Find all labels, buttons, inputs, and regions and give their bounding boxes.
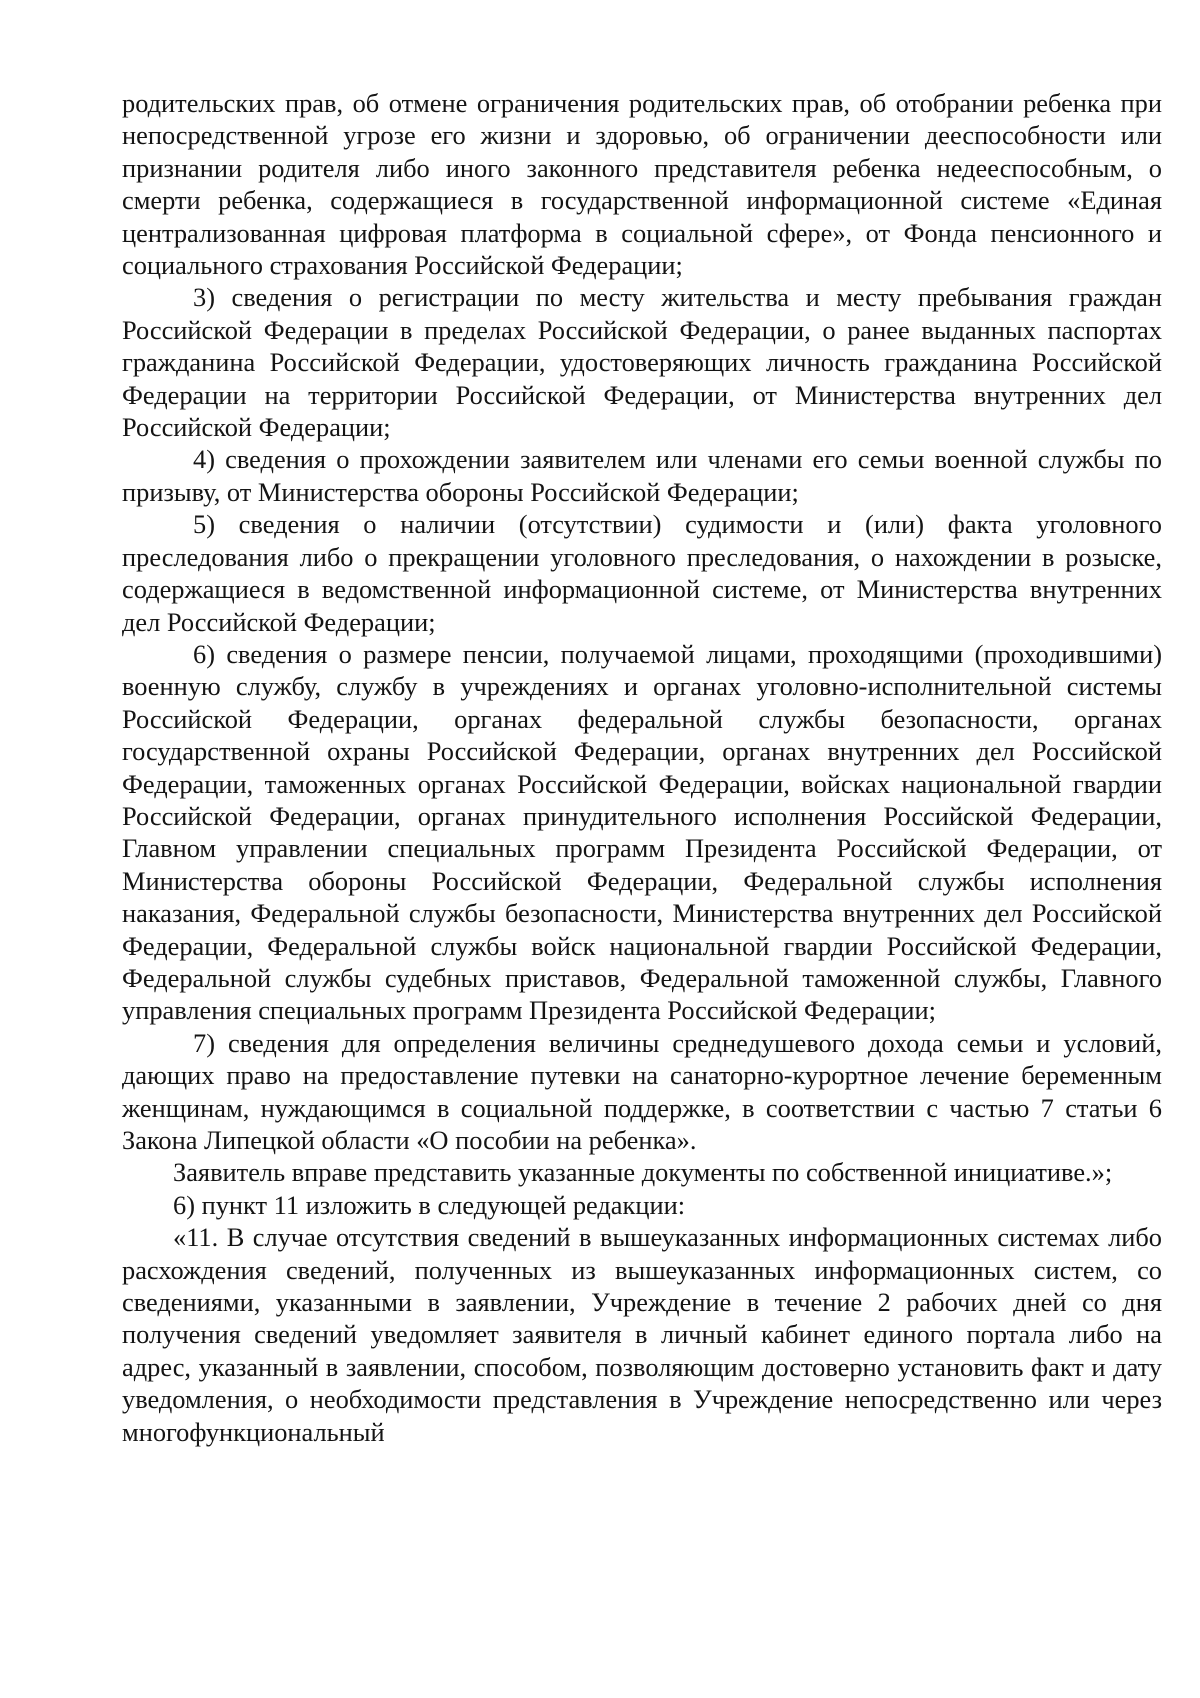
paragraph-point-11: «11. В случае отсутствия сведений в вышеуказанных информационных системах либо расхождения сведений, полученных из вышеуказанных информационных систем, со сведениями, указанными в заявлении, Учреждение в течение 2 рабочих дней со дня получения сведений уведомляет заявителя в личный кабинет единого портала либо на адрес, указанный в заявлении, способом, позволяющим достоверно установить факт и дату уведомления, о необходимости представления в Учреждение непосредственно или через многофункциональный — [122, 1222, 1162, 1447]
paragraph-item-6: 6) сведения о размере пенсии, получаемой лицами, проходящими (проходившими) военную службу, службу в учреждениях и органах уголовно-исполнительной системы Российской Федерации, органах федеральной службы безопасности, органах государственной охраны Российской Федерации, органах внутренних дел Российской Федерации, таможенных органах Российской Федерации, войсках национальной гвардии Российской Федерации, органах принудительного исполнения Российской Федерации, Главном управлении специальных программ Президента Российской Федерации, от Министерства обороны Российской Федерации, Федеральной службы исполнения наказания, Федеральной службы безопасности, Министерства внутренних дел Российской Федерации, Федеральной службы войск национальной гвардии Российской Федерации, Федеральной службы судебных приставов, Федеральной таможенной службы, Главного управления специальных программ Президента Российской Федерации; — [122, 638, 1162, 1026]
paragraph-item-5: 5) сведения о наличии (отсутствии) судимости и (или) факта уголовного преследования либо о прекращении уголовного преследования, о нахождении в розыске, содержащиеся в ведомственной информационной системе, от Министерства внутренних дел Российской Федерации; — [122, 509, 1162, 637]
paragraph-item-7: 7) сведения для определения величины среднедушевого дохода семьи и условий, дающих право на предоставление путевки на санаторно-курортное лечение беременным женщинам, нуждающимся в социальной поддержке, в соответствии с частью 7 статьи 6 Закона Липецкой области «О пособии на ребенка». — [122, 1027, 1162, 1155]
paragraph-continuation: родительских прав, об отмене ограничения родительских прав, об отобрании ребенка при непосредственной угрозе его жизни и здоровью, об ограничении дееспособности или признании родителя либо иного законного представителя ребенка недееспособным, о смерти ребенка, содержащиеся в государственной информационной системе «Единая централизованная цифровая платформа в социальной сфере», от Фонда пенсионного и социального страхования Российской Федерации; — [122, 88, 1162, 281]
paragraph-amendment-6: 6) пункт 11 изложить в следующей редакции: — [173, 1189, 686, 1220]
paragraph-item-4: 4) сведения о прохождении заявителем или членами его семьи военной службы по призыву, от Министерства обороны Российской Федерации; — [122, 444, 1162, 507]
document-page — [122, 87, 1162, 1448]
paragraph-applicant-right: Заявитель вправе представить указанные документы по собственной инициативе.»; — [173, 1157, 1113, 1188]
paragraph-item-3: 3) сведения о регистрации по месту жительства и месту пребывания граждан Российской Федерации в пределах Российской Федерации, о ранее выданных паспортах гражданина Российской Федерации, удостоверяющих личность гражданина Российской Федерации на территории Российской Федерации, от Министерства внутренних дел Российской Федерации; — [122, 282, 1162, 443]
